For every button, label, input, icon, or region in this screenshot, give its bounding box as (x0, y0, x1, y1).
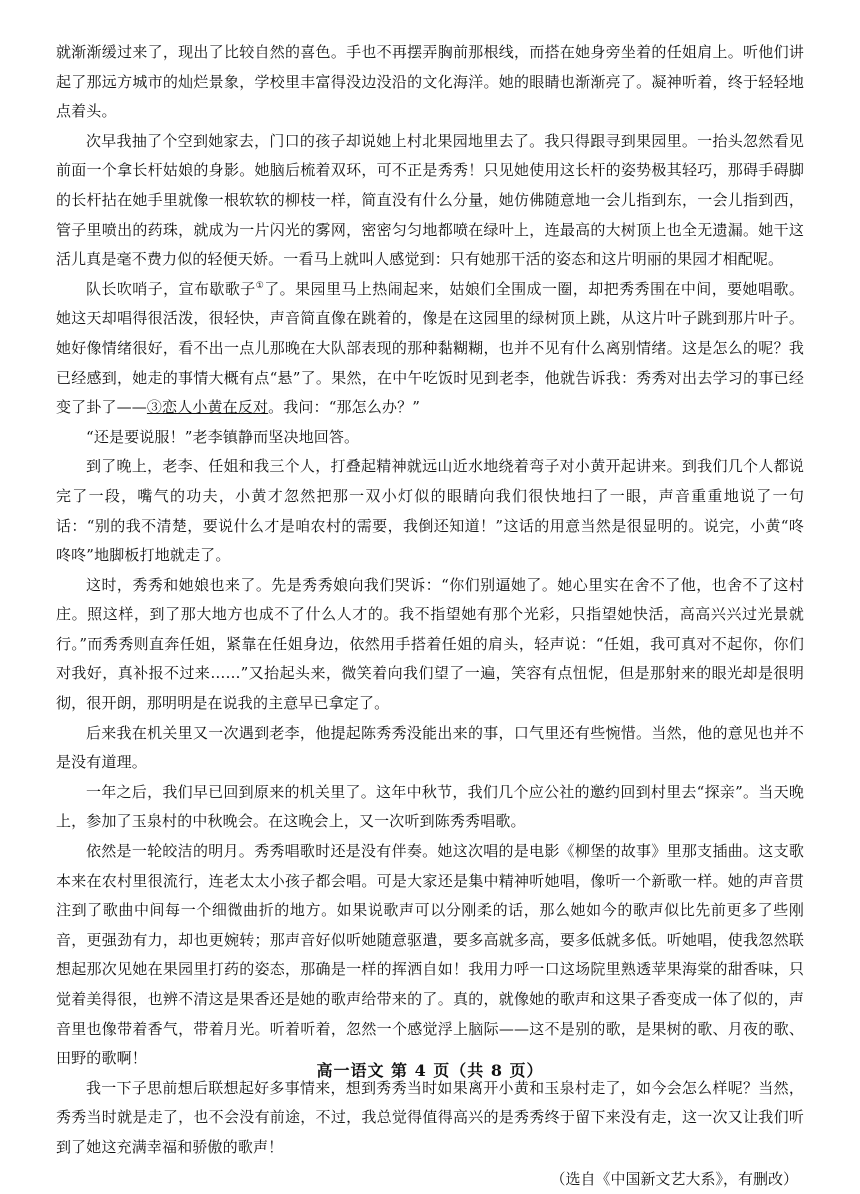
paragraph-10: 我一下子思前想后联想起好多事情来，想到秀秀当时如果离开小黄和玉泉村走了，如今会怎么样呢？当然，秀秀当时就是走了，也不会没有前途，不过，我总觉得值得高兴的是秀秀终于留下来没有走，这一次又让我们听到了她这充满幸福和骄傲的歌声！ (56, 1078, 804, 1156)
paragraph-5: 到了晚上，老李、任姐和我三个人，打叠起精神就远山近水地绕着弯子对小黄开起讲来。到我们几个人都说完了一段，嘴气的功夫，小黄才忽然把那一双小灯似的眼睛向我们很快地扫了一眼，声音重重地说了一句话：“别的我不清楚，要说什么才是咱农村的需要，我倒还知道！”这话的用意当然是很显明的。说完，小黄“咚咚咚”地脚板打地就走了。 (56, 457, 804, 565)
paragraph-1: 就渐渐缓过来了，现出了比较自然的喜色。手也不再摆弄胸前那根线，而搭在她身旁坐着的任姐肩上。听他们讲起了那远方城市的灿烂景象，学校里丰富得没边没沿的文化海洋。她的眼睛也渐渐亮了。凝神听着，终于轻轻地点着头。 (56, 43, 804, 121)
paragraph-8: 一年之后，我们早已回到原来的机关里了。这年中秋节，我们几个应公社的邀约回到村里去“探亲”。当天晚上，参加了玉泉村的中秋晚会。在这晚会上，又一次听到陈秀秀唱歌。 (56, 782, 804, 831)
paragraph-7: 后来我在机关里又一次遇到老李，他提起陈秀秀没能出来的事，口气里还有些惋惜。当然，他的意见也并不是没有道理。 (56, 723, 804, 772)
paragraph-3-part-a: 队长吹哨子，宣布歇歌子 (86, 279, 256, 298)
paragraph-3 (56, 275, 804, 423)
paragraph-9: 依然是一轮皎洁的明月。秀秀唱歌时还是没有伴奏。她这次唱的是电影《柳堡的故事》里那支插曲。这支歌本来在农村里很流行，连老太太小孩子都会唱。可是大家还是集中精神听她唱，像听一个新歌一样。她的声音贯注到了歌曲中间每一个细微曲折的地方。如果说歌声可以分刚柔的话，那么她如今的歌声似比先前更多了些刚音，更强劲有力，却也更婉转；那声音好似听她随意驱遣，要多高就多高，要多低就多低。听她唱，使我忽然联想起那次见她在果园里打药的姿态，那确是一样的挥洒自如！我用力呼一口这场院里熟透苹果海棠的甜香味，只觉着美得很，也辨不清这是果香还是她的歌声给带来的了。真的，就像她的歌声和这果子香变成一体了似的，声音里也像带着香气，带着月光。听着听着，忽然一个感觉浮上脑际——这不是别的歌，是果树的歌、月夜的歌、田野的歌啊！ (56, 842, 804, 1068)
underlined-phrase: ③恋人小黄在反对 (146, 398, 269, 417)
paragraph-2: 次早我抽了个空到她家去，门口的孩子却说她上村北果园地里去了。我只得跟寻到果园里。一抬头忽然看见前面一个拿长杆姑娘的身影。她脑后梳着双环，可不正是秀秀！只见她使用这长杆的姿势极其轻巧，那碍手碍脚的长杆拈在她手里就像一根软软的柳枝一样，简直没有什么分量，她仿佛随意地一会儿指到东，一会儿指到西，管子里喷出的药珠，就成为一片闪光的雾网，密密匀匀地都喷在绿叶上，连最高的大树顶上也全无遗漏。她干这活儿真是毫不费力似的轻便天娇。一看马上就叫人感觉到：只有她那干活的姿态和这片明丽的果园才相配呢。 (56, 131, 804, 269)
paragraph-3-part-b: 了。果园里马上热闹起来，姑娘们全围成一圈，却把秀秀围在中间，要她唱歌。她这天却唱得很活泼，很轻快，声音简直像在跳着的，像是在这园里的绿树顶上跳，从这片叶子跳到那片叶子。她好像情绪很好，看不出一点儿那晚在大队部表现的那种黏糊糊，也并不见有什么离别情绪。这是怎么的呢？我已经感到，她走的事情大概有点“悬”了。果然，在中午吃饭时见到老李，他就告诉我：秀秀对出去学习的事已经变了卦了—— (56, 279, 804, 417)
paragraph-3-part-c: 。我问：“那怎么办？” (268, 398, 421, 417)
source-citation: （选自《中国新文艺大系》，有删改） (550, 1169, 798, 1188)
paragraph-4: “还是要说服！”老李镇静而坚决地回答。 (86, 427, 360, 446)
paragraph-6: 这时，秀秀和她娘也来了。先是秀秀娘向我们哭诉：“你们别逼她了。她心里实在舍不了他，也舍不了这村庄。照这样，到了那大地方也成不了什么人才的。我不指望她有那个光彩，只指望她快活，高高兴兴过光景就行。”而秀秀则直奔任姐，紧靠在任姐身边，依然用手搭着任姐的肩头，轻声说：“任姐，我可真对不起你，你们对我好，真补报不过来……”又抬起头来，微笑着向我们望了一遍，笑容有点忸怩，但是那射来的眼光却是很明彻，很开朗，那明明是在说我的主意早已拿定了。 (56, 575, 804, 713)
footnote-marker: ① (255, 280, 265, 291)
page-footer: 高一语文 第 4 页（共 8 页） (316, 1061, 544, 1080)
